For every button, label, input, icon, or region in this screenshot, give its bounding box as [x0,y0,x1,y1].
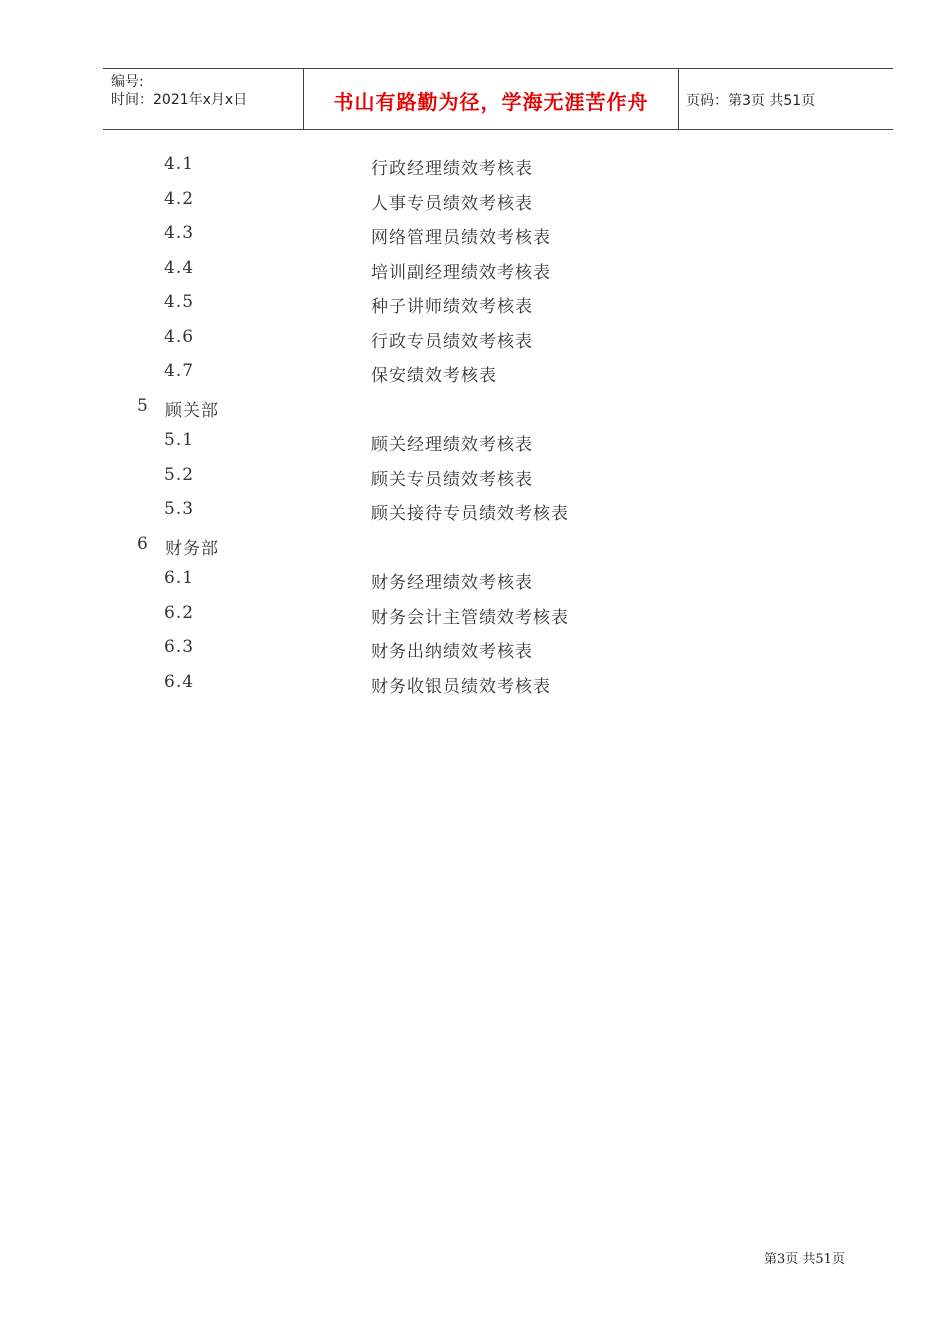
toc-entry-number: 5.3 [164,499,195,519]
toc-entry-number: 4.2 [164,188,195,209]
header-page-cell [678,69,893,129]
toc-entry [0,286,950,321]
toc-entry [0,459,950,494]
toc-entry-title: 人事专员绩效考核表 [371,193,533,214]
header-info-cell [103,69,303,129]
toc-entry [0,493,950,528]
toc-entry [0,631,950,666]
document-number: 编号: [111,74,144,90]
toc-entry-title: 保安绩效考核表 [371,366,497,386]
toc-entry [0,321,950,356]
toc-entry [0,597,950,632]
page-header [103,68,893,130]
toc-entry-number: 4.3 [164,223,195,243]
toc-section-heading [0,528,950,563]
toc-entry [0,666,950,701]
toc-entry-title: 财务经理绩效考核表 [371,573,533,593]
toc-section-number: 6 [137,533,148,554]
toc-entry [0,424,950,459]
toc-entry-title: 财务出纳绩效考核表 [371,642,533,662]
toc-section-number: 5 [137,395,148,416]
page-footer: 第3页 共51页 [764,1252,845,1267]
toc-entry-title: 顾关接待专员绩效考核表 [371,504,569,524]
toc-entry-number: 6.3 [164,637,195,657]
toc-entry-title: 培训副经理绩效考核表 [371,262,551,283]
toc-entry-number: 4.5 [164,292,195,312]
toc-entry [0,217,950,252]
toc-entry-number: 4.6 [164,326,195,347]
toc-entry [0,183,950,218]
toc-entry-title: 行政经理绩效考核表 [371,159,533,179]
toc-entry-number: 4.4 [164,257,195,278]
toc-entry-number: 4.1 [164,154,195,174]
motto-text: 书山有路勤为径，学海无涯苦作舟 [333,90,649,114]
document-date: 时间：2021年x月x日 [111,92,248,108]
toc-entry-title: 网络管理员绩效考核表 [371,228,551,248]
toc-entry-title: 种子讲师绩效考核表 [371,297,533,317]
toc-section-heading [0,390,950,425]
toc-entry-title: 财务收银员绩效考核表 [371,676,551,697]
table-of-contents [0,148,950,700]
toc-entry-title: 行政专员绩效考核表 [371,331,533,352]
toc-entry-number: 6.1 [164,568,195,588]
toc-entry-title: 顾关专员绩效考核表 [371,469,533,490]
toc-entry [0,252,950,287]
toc-entry-number: 5.1 [164,430,195,450]
toc-entry-title: 顾关经理绩效考核表 [371,435,533,455]
header-motto-cell [303,69,679,129]
toc-entry-number: 6.2 [164,602,195,623]
toc-entry [0,148,950,183]
toc-entry [0,355,950,390]
page-code: 页码：第3页 共51页 [686,93,816,109]
toc-entry-number: 6.4 [164,671,195,692]
toc-entry-number: 5.2 [164,464,195,485]
toc-entry-number: 4.7 [164,361,195,381]
toc-entry [0,562,950,597]
toc-section-title: 顾关部 [165,400,219,421]
toc-section-title: 财务部 [165,538,219,559]
toc-entry-title: 财务会计主管绩效考核表 [371,607,569,628]
